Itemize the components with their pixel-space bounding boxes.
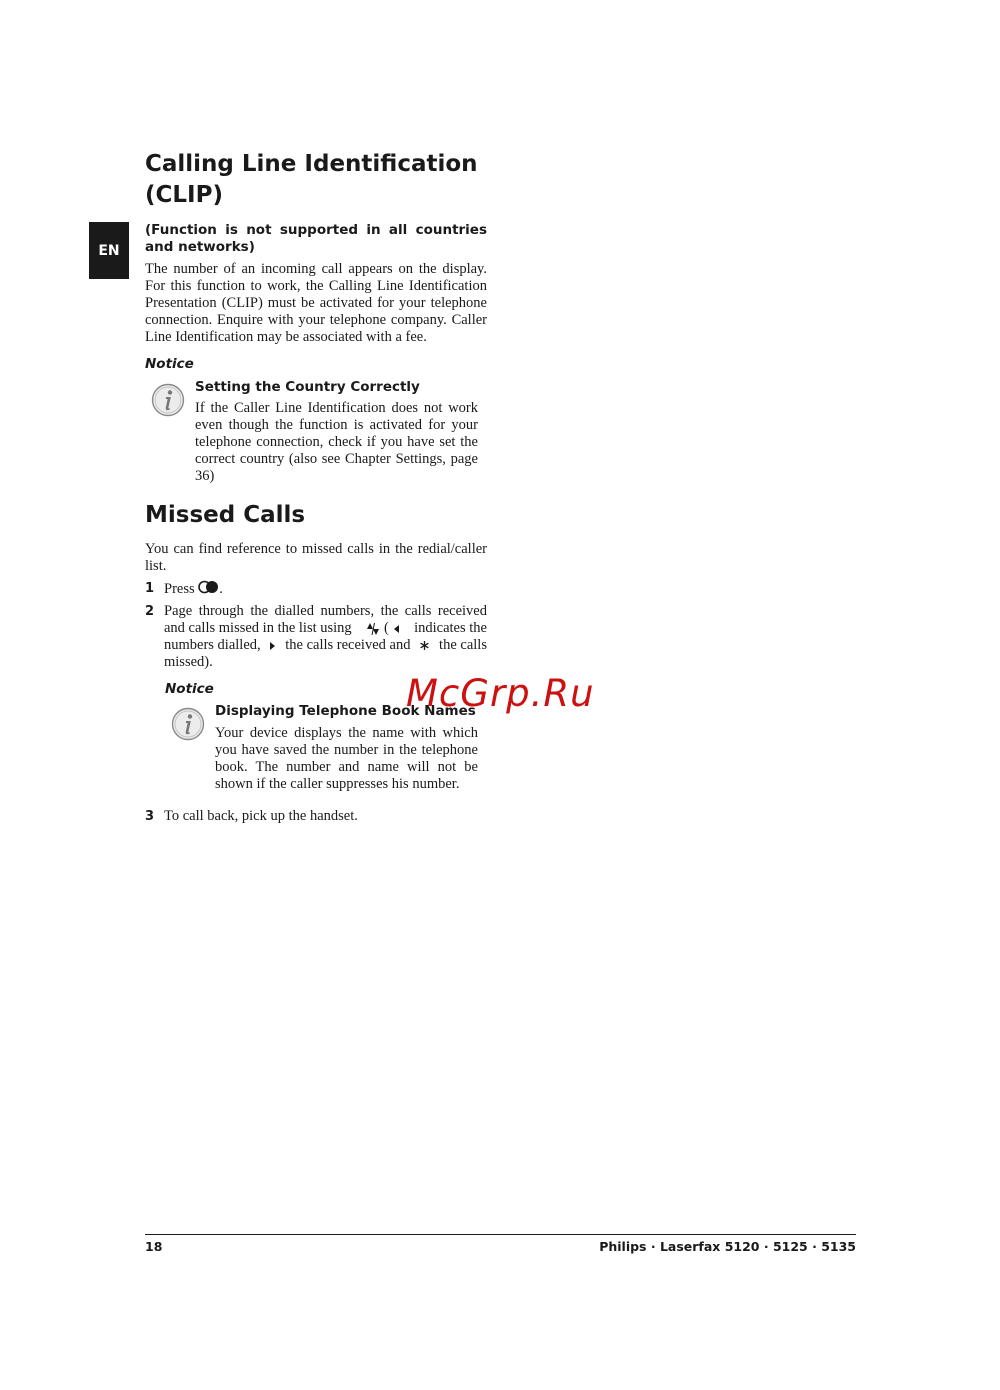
missed-notice-line: you have saved the number in the telephone: [215, 742, 478, 758]
step-2-line: Page through the dialled numbers, the calls received: [164, 603, 487, 619]
step-1-text-before: Press: [164, 581, 195, 597]
step-1-text: [164, 580, 223, 598]
missed-notice-line: Your device displays the name with which: [215, 725, 478, 741]
up-down-arrow-icon: [366, 622, 380, 636]
left-triangle-icon: [393, 624, 400, 634]
watermark: McGrp.Ru: [406, 672, 595, 715]
step-2-text: [164, 603, 487, 671]
step-2-line: missed).: [164, 654, 213, 670]
missed-notice-line: book. The number and name will not be: [215, 759, 478, 775]
missed-intro-line: list.: [145, 558, 167, 574]
step-2-line: [164, 637, 487, 654]
clip-body-line: connection. Enquire with your telephone company. Caller: [145, 312, 487, 328]
missed-notice-title: Displaying Telephone Book Names: [215, 703, 476, 719]
clip-notice-line: correct country (also see Chapter Settings, page: [195, 451, 478, 467]
missed-intro: [145, 541, 487, 575]
asterisk-icon: [419, 640, 430, 651]
step-2-line2-a: and calls missed in the list using: [164, 620, 352, 636]
missed-notice-line: shown if the caller suppresses his number.: [215, 776, 460, 792]
step-2-line2-c: indicates the: [414, 620, 487, 636]
step-2-line: [164, 620, 487, 637]
step-2-line2-icons: [366, 620, 400, 637]
clip-notice-label: Notice: [145, 356, 194, 372]
missed-notice-label: Notice: [165, 681, 214, 697]
step-1-text-after: .: [219, 581, 223, 597]
step-3-text: To call back, pick up the handset.: [164, 808, 358, 824]
step-2-line2-b: (: [383, 620, 389, 636]
missed-intro-line: You can find reference to missed calls in the redial/caller: [145, 541, 487, 557]
info-icon: [151, 383, 185, 417]
step-2-line3-b: the calls received and: [285, 637, 411, 653]
step-number: 2: [145, 604, 155, 619]
step-number: 3: [145, 809, 155, 824]
clip-notice-line: telephone connection, check if you have set the: [195, 434, 478, 450]
clip-body-line: Line Identification may be associated with a fee.: [145, 329, 427, 345]
page-number: 18: [145, 1239, 163, 1254]
footer-product: Philips · Laserfax 5120 · 5125 · 5135: [599, 1239, 856, 1254]
step-2-line3-a: numbers dialled,: [164, 637, 261, 653]
clip-notice-line: even though the function is activated for your: [195, 417, 478, 433]
clip-body: [145, 261, 487, 346]
redial-key-icon: [198, 580, 219, 594]
clip-body-line: The number of an incoming call appears on the display.: [145, 261, 487, 277]
clip-body-line: For this function to work, the Calling Line Identification: [145, 278, 487, 294]
step-number: 1: [145, 581, 155, 596]
clip-subtitle: (Function is not supported in all countries and networks): [145, 222, 487, 255]
footer-rule: [145, 1234, 856, 1235]
clip-title-line1: Calling Line Identification: [145, 151, 478, 177]
language-tab: EN: [89, 222, 129, 279]
clip-notice-body: [195, 400, 478, 485]
step-2-line3-c: the calls: [439, 637, 487, 653]
right-triangle-icon: [269, 641, 276, 651]
missed-notice-body: [215, 725, 478, 793]
clip-notice-line: 36): [195, 468, 215, 484]
clip-body-line: Presentation (CLIP) must be activated for your telephone: [145, 295, 487, 311]
missed-calls-title: Missed Calls: [145, 502, 306, 528]
clip-notice-line: If the Caller Line Identification does not work: [195, 400, 478, 416]
clip-notice-title: Setting the Country Correctly: [195, 379, 420, 395]
info-icon: [171, 707, 205, 741]
clip-title-line2: (CLIP): [145, 182, 223, 208]
